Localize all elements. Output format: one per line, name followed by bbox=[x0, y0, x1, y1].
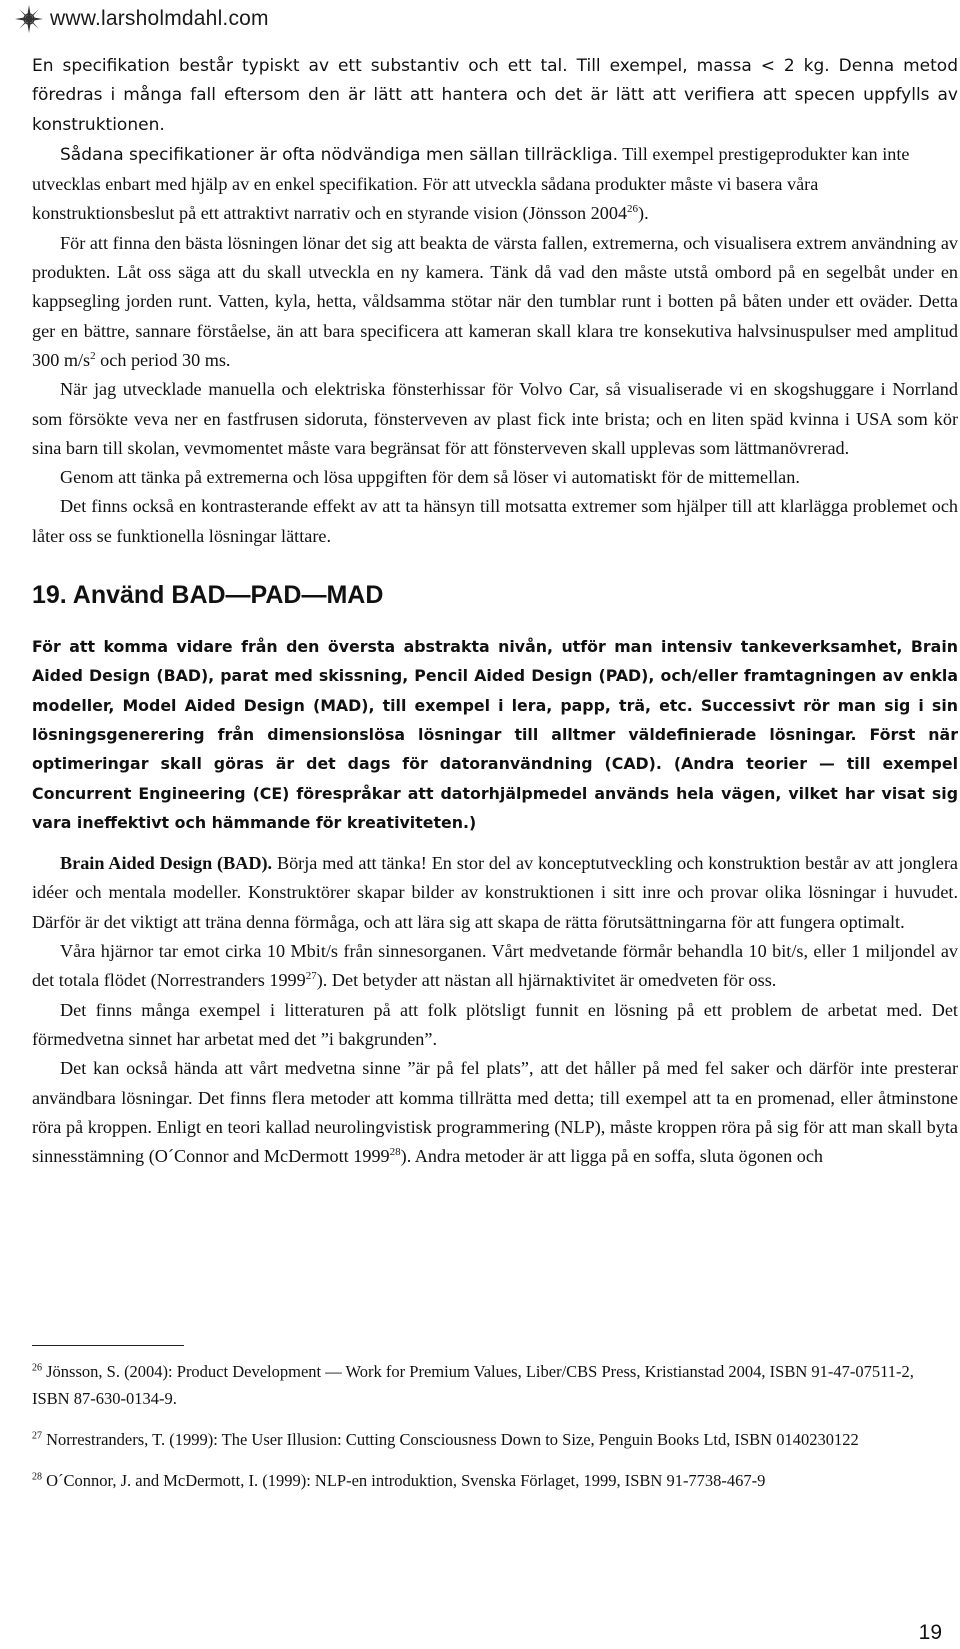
paragraph-brain-end: ). Det betyder att nästan all hjärnaktivitet är omedveten för oss. bbox=[316, 970, 777, 991]
footnote-26 bbox=[32, 1358, 952, 1412]
footnote-ref-27[interactable]: 27 bbox=[305, 970, 317, 983]
paragraph-contrast: Det finns också en kontrasterande effekt av att ta hänsyn till motsatta extremer som hjälper till att klarlägga problemet och låter oss se funktionella lösningar lättare. bbox=[32, 496, 958, 546]
paragraph-extremes-text: För att finna den bästa lösningen lönar det sig att beakta de värsta fallen, extremerna, och visualisera extrem användning av produkten. Låt oss säga att du skall utveckla en ny kamera. Tänk då vad den måste utstå ombord på en segelbåt under en kappsegling jorden runt. Vatten, kyla, hetta, våldsamma stötar när den tumblar runt i botten på båten under ett oväder. Detta ger en bättre, sannare förståelse, än att bara specificera att kameran skall klara tre konsekutiva halvsinuspulser med amplitud 300 m/s bbox=[32, 232, 958, 370]
paragraph-bad-lead: Brain Aided Design (BAD). bbox=[60, 853, 273, 874]
footnote-divider bbox=[32, 1345, 184, 1346]
paragraph-brain-text: Våra hjärnor tar emot cirka 10 Mbit/s från sinnesorganen. Vårt medvetande förmår behandla 10 bit/s, eller 1 miljondel av det totala flödet (Norrestranders 1999 bbox=[32, 941, 958, 991]
site-url[interactable]: www.larsholmdahl.com bbox=[50, 7, 269, 30]
paragraph-necessary-text: Sådana specifikationer är ofta nödvändiga men sällan tillräckliga. bbox=[60, 144, 619, 165]
paragraph-extremes-end: och period 30 ms. bbox=[95, 349, 231, 370]
footnotes bbox=[32, 1358, 952, 1508]
footnote-ref-26[interactable]: 26 bbox=[627, 203, 639, 216]
footnote-number: 27 bbox=[32, 1430, 42, 1442]
paragraph-brain bbox=[32, 937, 958, 996]
paragraph-bad-text: Börja med att tänka! En stor del av konceptutveckling och konstruktion består av att jonglera idéer och mentala modeller. Konstruktörer skapar bilder av konstruktionen i sitt inre och provar olika lösningar i huvudet. Därför är det viktigt att träna denna förmåga, och att lära sig att skapa de rätta förutsättningarna för att fungera optimalt. bbox=[32, 853, 958, 932]
footnote-text: O´Connor, J. and McDermott, I. (1999): NLP-en introduktion, Svenska Förlaget, 1999, ISBN 91-7738-467-9 bbox=[46, 1471, 766, 1490]
paragraph-volvo: När jag utvecklade manuella och elektriska fönsterhissar för Volvo Car, så visualiserade vi en skogshuggare i Norrland som försökte veva ner en fastfrusen sidoruta, fönsterveven av plast fick inte brista; och en liten späd kvinna i USA som kör sina barn till skolan, vevmomentet måste vara begränsat för att fönsterveven skall upplevas som lättmanövrerad. bbox=[32, 379, 958, 458]
compass-star-icon bbox=[14, 4, 44, 34]
paragraph-prestige-end: ). bbox=[638, 203, 649, 224]
paragraph-prestige-text: Till exempel prestigeprodukter kan inte utvecklas enbart med hjälp av en enkel specifikation. För att utveckla sådana produkter måste vi basera våra konstruktionsbeslut på ett attraktivt narrativ och en styrande vision (Jönsson 2004 bbox=[32, 143, 910, 224]
paragraph-nlp-end: ). Andra metoder är att ligga på en soffa, sluta ögonen och bbox=[400, 1146, 824, 1167]
section-abstract: För att komma vidare från den översta abstrakta nivån, utför man intensiv tankeverksamhet, Brain Aided Design (BAD), parat med skissning, Pencil Aided Design (PAD), och/eller framtagningen av enkla modeller, Model Aided Design (MAD), till exempel i lera, papp, trä, etc. Successivt rör man sig i sin lösningsgenerering från dimensionslösa lösningar till alltmer väldefinierade lösningar. Först när optimeringar skall göras är det dags för datoranvändning (CAD). (Andra teorier — till exempel Concurrent Engineering (CE) förespråkar att datorhjälpmedel används hela vägen, vilket har visat sig vara ineffektivt och hämmande för kreativiteten.) bbox=[32, 637, 958, 832]
paragraph-examples: Det finns många exempel i litteraturen på att folk plötsligt funnit en lösning på ett problem de arbetat med. Det förmedvetna sinnet har arbetat med det ”i bakgrunden”. bbox=[32, 999, 958, 1049]
paragraph-in-between: Genom att tänka på extremerna och lösa uppgiften för dem så löser vi automatiskt för de mittemellan. bbox=[60, 467, 800, 488]
unit-superscript: 2 bbox=[90, 349, 96, 362]
paragraph-nlp bbox=[32, 1054, 958, 1171]
footnote-ref-28[interactable]: 28 bbox=[389, 1146, 401, 1159]
footnote-text: Norrestranders, T. (1999): The User Illusion: Cutting Consciousness Down to Size, Penguin Books Ltd, ISBN 0140230122 bbox=[46, 1430, 859, 1449]
paragraph-specification: En specifikation består typiskt av ett substantiv och ett tal. Till exempel, massa < 2 kg. Denna metod föredras i många fall eftersom den är lätt att hantera och det är lätt att verifiera att specen uppfylls av konstruktionen. bbox=[32, 56, 958, 135]
footnote-28 bbox=[32, 1467, 952, 1494]
footnote-number: 28 bbox=[32, 1471, 42, 1483]
footnote-27 bbox=[32, 1426, 952, 1453]
footnote-number: 26 bbox=[32, 1362, 42, 1374]
page-number: 19 bbox=[918, 1621, 942, 1644]
section-heading: 19. Använd BAD—PAD—MAD bbox=[32, 581, 384, 610]
page-content bbox=[32, 52, 958, 1171]
paragraph-bad bbox=[32, 849, 958, 937]
footnote-text: Jönsson, S. (2004): Product Development — Work for Premium Values, Liber/CBS Press, Kristianstad 2004, ISBN 91-47-07511-2, ISBN 87-630-0134-9. bbox=[32, 1362, 914, 1408]
paragraph-nlp-text: Det kan också hända att vårt medvetna sinne ”är på fel plats”, att det håller på med fel saker och därför inte presterar användbara lösningar. Det finns flera metoder att komma tillrätta med detta; till exempel att ta en promenad, eller åtminstone röra på kroppen. Enligt en teori kallad neurolingvistisk programmering (NLP), måste kroppen röra på sig för att man skall byta sinnesstämning (O´Connor and McDermott 1999 bbox=[32, 1058, 958, 1167]
paragraph-extremes bbox=[32, 229, 958, 375]
paragraph-necessary bbox=[32, 145, 618, 165]
site-header bbox=[14, 4, 269, 34]
